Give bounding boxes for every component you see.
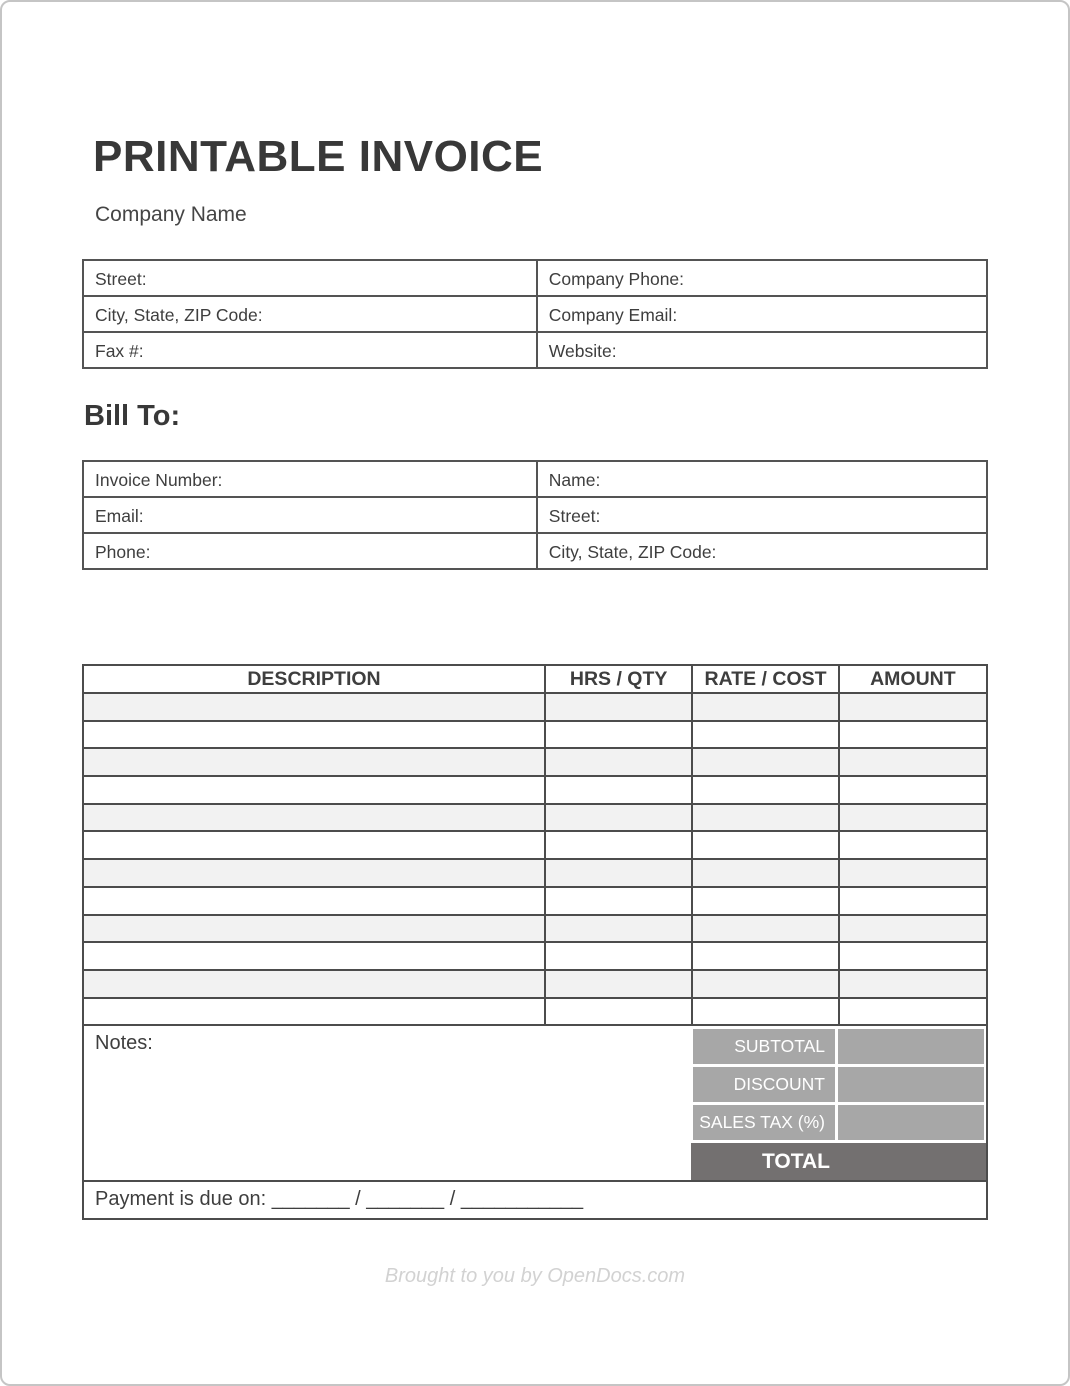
company-street-field[interactable]: Street:	[83, 260, 537, 296]
client-email-field[interactable]: Email:	[83, 497, 537, 533]
line-items-header-row	[83, 665, 987, 693]
client-name-field[interactable]: Name:	[537, 461, 987, 497]
client-phone-field[interactable]: Phone:	[83, 533, 537, 569]
line-item-cell[interactable]	[545, 915, 692, 943]
line-item-cell[interactable]	[545, 721, 692, 749]
line-item-cell[interactable]	[839, 859, 987, 887]
line-item-cell[interactable]	[839, 693, 987, 721]
line-item-cell[interactable]	[83, 776, 545, 804]
company-info-row	[83, 296, 987, 332]
sales-tax-row	[693, 1105, 984, 1140]
line-item-cell[interactable]	[83, 970, 545, 998]
line-item-row	[83, 859, 987, 887]
bill-to-heading: Bill To:	[84, 400, 181, 432]
line-item-cell[interactable]	[83, 721, 545, 749]
line-item-cell[interactable]	[692, 970, 838, 998]
company-info-table	[82, 259, 988, 369]
line-item-cell[interactable]	[83, 942, 545, 970]
line-item-cell[interactable]	[545, 942, 692, 970]
bill-to-table	[82, 460, 988, 570]
line-item-row	[83, 831, 987, 859]
line-item-cell[interactable]	[83, 748, 545, 776]
line-items-table	[82, 664, 988, 1026]
line-item-cell[interactable]	[692, 887, 838, 915]
line-item-cell[interactable]	[545, 831, 692, 859]
payment-due-row	[82, 1180, 988, 1220]
description-column-header: DESCRIPTION	[83, 665, 545, 693]
line-item-row	[83, 887, 987, 915]
line-item-cell[interactable]	[692, 831, 838, 859]
line-item-row	[83, 998, 987, 1026]
totals-section	[82, 1024, 988, 1182]
line-item-cell[interactable]	[692, 693, 838, 721]
line-item-cell[interactable]	[839, 748, 987, 776]
line-item-cell[interactable]	[839, 721, 987, 749]
line-item-row	[83, 942, 987, 970]
hrs-qty-column-header: HRS / QTY	[545, 665, 692, 693]
line-item-cell[interactable]	[83, 887, 545, 915]
line-item-row	[83, 693, 987, 721]
footer-credit: Brought to you by OpenDocs.com	[384, 1265, 686, 1288]
line-item-cell[interactable]	[83, 831, 545, 859]
line-item-cell[interactable]	[692, 804, 838, 832]
notes-box[interactable]	[84, 1026, 691, 1180]
summary-box	[691, 1026, 986, 1180]
line-item-cell[interactable]	[545, 804, 692, 832]
company-fax-field[interactable]: Fax #:	[83, 332, 537, 368]
discount-row	[693, 1067, 984, 1102]
line-item-cell[interactable]	[692, 998, 838, 1026]
line-item-cell[interactable]	[839, 776, 987, 804]
line-item-row	[83, 776, 987, 804]
invoice-content	[82, 133, 988, 1288]
company-city-state-zip-field[interactable]: City, State, ZIP Code:	[83, 296, 537, 332]
line-item-cell[interactable]	[692, 748, 838, 776]
line-item-cell[interactable]	[692, 721, 838, 749]
line-item-cell[interactable]	[839, 915, 987, 943]
company-info-row	[83, 332, 987, 368]
notes-label: Notes:	[95, 1032, 153, 1055]
company-website-field[interactable]: Website:	[537, 332, 987, 368]
line-item-cell[interactable]	[839, 942, 987, 970]
rate-cost-column-header: RATE / COST	[692, 665, 838, 693]
sales-tax-value[interactable]	[838, 1105, 984, 1140]
line-item-cell[interactable]	[545, 970, 692, 998]
line-item-cell[interactable]	[692, 859, 838, 887]
company-name[interactable]: Company Name	[95, 203, 247, 226]
line-item-cell[interactable]	[83, 998, 545, 1026]
total-label: TOTAL	[761, 1149, 830, 1173]
line-item-cell[interactable]	[83, 859, 545, 887]
subtotal-value[interactable]	[838, 1029, 984, 1064]
bill-to-row	[83, 533, 987, 569]
client-city-state-zip-field[interactable]: City, State, ZIP Code:	[537, 533, 987, 569]
line-item-row	[83, 748, 987, 776]
client-street-field[interactable]: Street:	[537, 497, 987, 533]
line-item-cell[interactable]	[692, 915, 838, 943]
line-item-cell[interactable]	[545, 693, 692, 721]
company-info-row	[83, 260, 987, 296]
line-item-cell[interactable]	[839, 887, 987, 915]
discount-label: DISCOUNT	[693, 1067, 835, 1102]
line-item-cell[interactable]	[839, 998, 987, 1026]
line-item-cell[interactable]	[545, 998, 692, 1026]
payment-due-text[interactable]: Payment is due on: _______ / _______ / ___________	[95, 1187, 584, 1210]
line-item-cell[interactable]	[839, 970, 987, 998]
line-item-cell[interactable]	[839, 804, 987, 832]
company-email-field[interactable]: Company Email:	[537, 296, 987, 332]
line-item-cell[interactable]	[692, 776, 838, 804]
line-item-cell[interactable]	[83, 915, 545, 943]
line-item-cell[interactable]	[83, 693, 545, 721]
line-item-row	[83, 721, 987, 749]
line-item-cell[interactable]	[692, 942, 838, 970]
discount-value[interactable]	[838, 1067, 984, 1102]
line-item-cell[interactable]	[83, 804, 545, 832]
bill-to-row	[83, 461, 987, 497]
subtotal-label: SUBTOTAL	[693, 1029, 835, 1064]
bill-to-row	[83, 497, 987, 533]
sales-tax-label: SALES TAX (%)	[693, 1105, 835, 1140]
line-item-cell[interactable]	[545, 859, 692, 887]
line-item-cell[interactable]	[545, 887, 692, 915]
total-row	[691, 1143, 986, 1180]
line-item-cell[interactable]	[839, 831, 987, 859]
line-item-cell[interactable]	[545, 776, 692, 804]
line-item-row	[83, 915, 987, 943]
line-item-cell[interactable]	[545, 748, 692, 776]
page-title: PRINTABLE INVOICE	[93, 132, 544, 181]
line-item-row	[83, 970, 987, 998]
line-item-row	[83, 804, 987, 832]
subtotal-row	[693, 1029, 984, 1064]
company-phone-field[interactable]: Company Phone:	[537, 260, 987, 296]
invoice-number-field[interactable]: Invoice Number:	[83, 461, 537, 497]
amount-column-header: AMOUNT	[839, 665, 987, 693]
